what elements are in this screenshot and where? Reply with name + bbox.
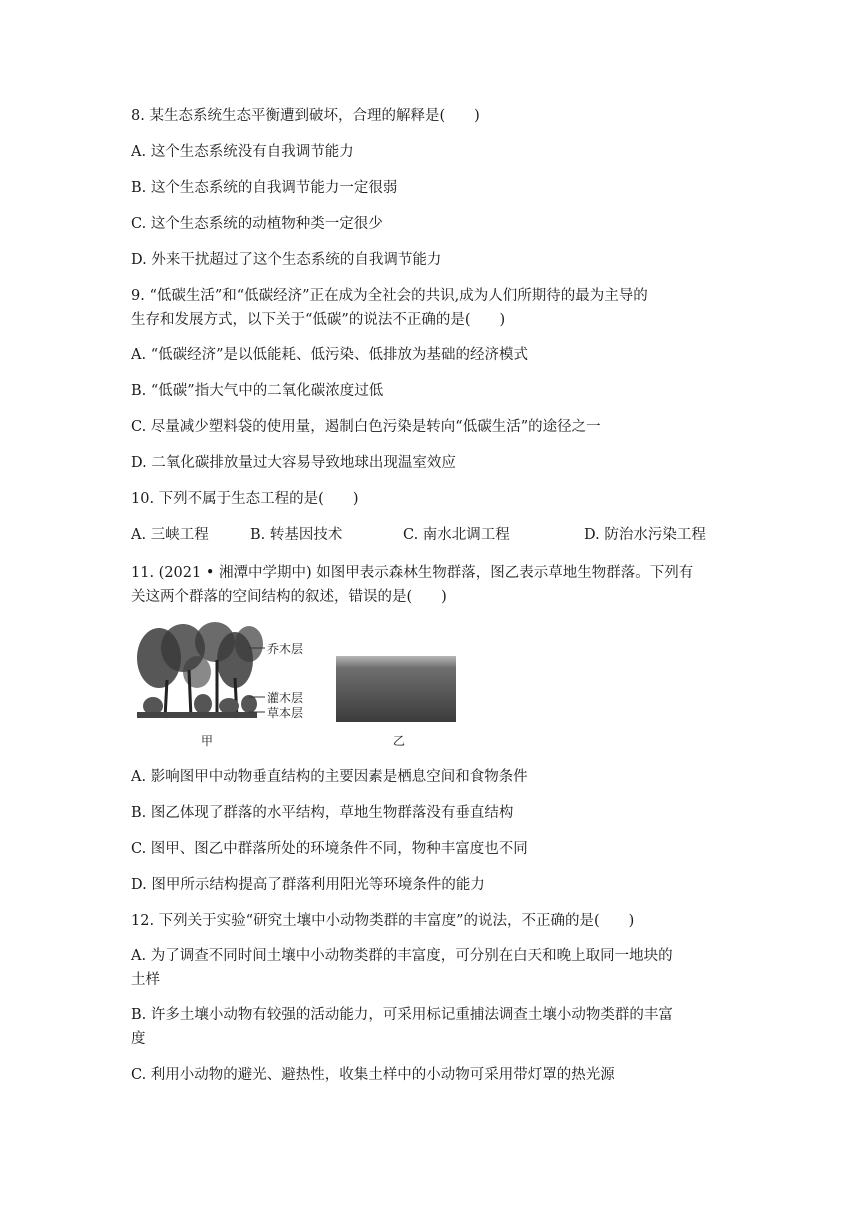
q11-option-d: D. 图甲所示结构提高了群落利用阳光等环境条件的能力 [131,877,485,893]
community-structure-figure [131,620,471,750]
q11-option-c: C. 图甲、图乙中群落所处的环境条件不同，物种丰富度也不同 [131,841,528,857]
q10-option-b: B. 转基因技术 [250,527,343,543]
q11-option-a: A. 影响图甲中动物垂直结构的主要因素是栖息空间和食物条件 [131,769,528,785]
q10-option-d: D. 防治水污染工程 [584,527,706,543]
question-12-stem: 12. 下列关于实验“研究土壤中小动物类群的丰富度”的说法，不正确的是( ) [131,913,635,929]
grassland-photo [336,656,456,722]
q9-option-b: B. “低碳”指大气中的二氧化碳浓度过低 [131,383,384,399]
q8-option-c: C. 这个生态系统的动植物种类一定很少 [131,216,383,232]
q10-option-c: C. 南水北调工程 [403,527,510,543]
herb-layer-label: 草本层 [267,706,304,720]
q10-option-a: A. 三峡工程 [131,527,209,543]
q12-option-c: C. 利用小动物的避光、避热性，收集土样中的小动物可采用带灯罩的热光源 [131,1067,615,1083]
q9-option-c: C. 尽量减少塑料袋的使用量，遏制白色污染是转向“低碳生活”的途径之一 [131,419,601,435]
shrub-layer-label: 灌木层 [267,691,304,705]
question-9-stem-line2: 生存和发展方式，以下关于“低碳”的说法不正确的是( ) [131,312,506,328]
question-11-stem-line2: 关这两个群落的空间结构的叙述，错误的是( ) [131,589,447,605]
q8-option-b: B. 这个生态系统的自我调节能力一定很弱 [131,180,398,196]
q9-option-d: D. 二氧化碳排放量过大容易导致地球出现温室效应 [131,455,456,471]
q9-option-a: A. “低碳经济”是以低能耗、低污染、低排放为基础的经济模式 [131,347,529,363]
q11-option-b: B. 图乙体现了群落的水平结构，草地生物群落没有垂直结构 [131,805,514,821]
q12-option-b-line1: B. 许多土壤小动物有较强的活动能力，可采用标记重捕法调查土壤小动物类群的丰富 [131,1007,673,1023]
question-11-stem-line1: 11. (2021 • 湘潭中学期中) 如图甲表示森林生物群落，图乙表示草地生物群落。下列有 [131,565,694,581]
question-8-stem: 8. 某生态系统生态平衡遭到破坏，合理的解释是( ) [131,108,480,124]
q12-option-a-line1: A. 为了调查不同时间土壤中小动物类群的丰富度，可分别在白天和晚上取同一地块的 [131,948,673,964]
figure-caption-jia: 甲 [201,734,214,748]
q8-option-a: A. 这个生态系统没有自我调节能力 [131,144,354,160]
q12-option-b-line2: 度 [131,1031,146,1047]
figure-caption-yi: 乙 [393,734,406,748]
q12-option-a-line2: 土样 [131,972,160,988]
q8-option-d: D. 外来干扰超过了这个生态系统的自我调节能力 [131,252,442,268]
question-9-stem-line1: 9. “低碳生活”和“低碳经济”正在成为全社会的共识,成为人们所期待的最为主导的 [131,288,648,304]
question-10-stem: 10. 下列不属于生态工程的是( ) [131,491,359,507]
tree-layer-label: 乔木层 [267,642,304,656]
